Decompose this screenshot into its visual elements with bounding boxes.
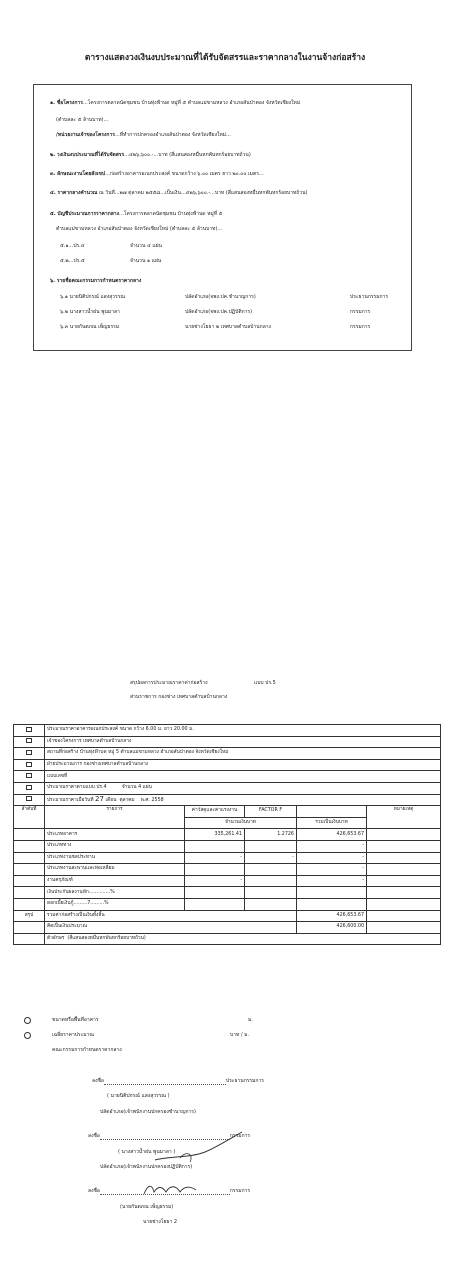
rounded-value: 426,600.00 [297,922,367,934]
estimate-department: ส่วนราชการ กองช่าง เทศบาลตำบลบ้านกลาง [130,694,228,700]
info-row [14,748,441,760]
committee-position: นายช่างโยธา ๒ เทศบาลตำบลบ้านกลาง [185,324,272,330]
info-text: เจ้าของโครงการ เทศบาลตำบลบ้านกลาง [45,736,441,748]
signature-name: ( นายนิติปกรณ์ แสงสุวรรณ ) [107,1093,170,1099]
signature-role: ประธานกรรมการ [225,1078,264,1084]
estimate-form-code: แบบ ปร.5 [254,680,276,686]
total-value: 426,653.67 [297,910,367,922]
checkbox[interactable] [26,762,32,767]
table-row: เงินประกันผลงานหัก..............% [14,887,441,899]
info-row [14,771,441,783]
signature-position: ปลัดอำเภอ(เจ้าพนักงานปกครองปฏิบัติการ) [100,1164,193,1170]
checkbox[interactable] [26,738,32,743]
average-unit: บาท / ม. [230,1032,250,1038]
item3-label: ๓. ลักษณะงานโดยสังเขป [50,171,106,177]
date-day: 27 [95,794,104,803]
column-header-row [14,806,441,818]
table-row: ประเภททาง - [14,840,441,852]
col-cost-header: ค่าวัสดุและค่าแรงงาน [185,806,245,818]
info-text: แบบเลขที่ [45,771,441,783]
item5-text: ...โครงการตลาดนัดชุมชน บ้านทุ่งฟ้าบด หมู่ที่ ๕ [119,211,223,217]
signature-name: ( นางสาวน้ำฝน พูนมาลา ) [118,1149,176,1155]
item1-text: ...โครงการตลาดนัดชุมชน บ้านทุ่งฟ้าบด หมู่ที่ ๕ ตำบลแม่ขามหลวง อำเภอสันป่าตอง จังหวัดเชียงใหม่ [82,100,301,106]
item5-text2: ตำบลแม่ขามหลวง อำเภอสันป่าตอง จังหวัดเชียงใหม่ (ตำบลละ ๕ ล้านบาท)... [56,226,223,232]
item4-label: ๔. ราคากลางคำนวณ [50,190,98,196]
info-row [14,736,441,748]
date-month: ตุลาคม [119,797,135,803]
item5-label: ๕. บัญชีประมาณการราคากลาง [50,211,120,217]
signature-name: (นายกันตภณ เพ็ญธรรม) [120,1204,174,1210]
item1-row [50,100,300,107]
area-unit: ม. [248,1017,253,1023]
words-row [14,933,441,945]
checkbox[interactable] [26,727,32,732]
item4-row [50,190,307,197]
info-text: สถานที่ก่อสร้าง บ้านทุ่งฟ้าบด หมู่ 5 ตำบลแม่ขามหลวง อำเภอสันป่าตอง จังหวัดเชียงใหม่ [45,748,441,760]
rounded-row [14,922,441,934]
col-remark-header: หมายเหตุ [367,806,441,829]
item5-1: ๕.๑...ปร.๔ [60,243,85,249]
signature-line: ลงชื่อ กรรมการ [88,1133,251,1139]
committee-heading: คณะกรรมการกำหนดราคากลาง [52,1047,122,1053]
col-total-sub: รวมเป็นเงินบาท [297,817,367,829]
item1-label: ๑. ชื่อโครงการ [50,100,83,106]
item5-1-qty: จำนวน ๔ แผ่น [130,243,162,249]
signature-position: นายช่างโยธา 2 [143,1219,178,1225]
item3-row [50,171,264,178]
committee-role: กรรมการ [350,309,371,315]
info-text: ประมาณราคาเมื่อวันที่ 27 เดือน ตุลาคม พ.ศ. 2558 [45,794,441,806]
table-row: ดอกเบี้ยเงินกู้.........7.........% [14,898,441,910]
rounded-label: คิดเป็นเงินประมาณ [45,922,297,934]
item1-unit-row [56,132,231,139]
info-row [14,725,441,737]
table-row: ประเภทงานสะพานและท่อเหลี่ยม - [14,864,441,876]
item5-2: ๕.๒...ปร.๕ [60,258,85,264]
committee-name: ๖.๓ นายกันตภณ เพ็ญธรรม [60,324,120,330]
col-factor-header: FACTOR F [245,806,297,818]
item4-text: ณ วันที่...๒๗ ตุลาคม ๒๕๕๘...เป็นเงิน...๔๒๖,๖๐๐.-...บาท (สี่แสนสองหมื่นหกพันหกร้อยบาทถ้วน) [99,190,308,196]
committee-name: ๖.๑ นายนิติปกรณ์ แสงสุวรรณ [60,294,126,300]
signature-position: ปลัดอำเภอ(เจ้าพนักงานปกครองชำนาญการ) [100,1109,196,1115]
checkbox[interactable] [26,785,32,790]
date-year: 2558 [151,797,164,803]
signature-role: กรรมการ [229,1133,251,1139]
words-text: ตัวอักษร (สี่แสนสองหมื่นหกพันหกร้อยบาทถ้วน) [45,933,441,945]
estimate-table [13,724,441,945]
committee-role: ประธานกรรมการ [350,294,389,300]
area-label: ขนาดหรือพื้นที่อาคาร [52,1017,99,1023]
checkbox[interactable] [26,796,32,801]
summary-label: สรุป [14,910,45,922]
table-row: ประเภทอาคาร 335,261.41 1.2726 426,653.67 [14,829,441,841]
info-text: ประมาณราคาอาคารอเนกประสงค์ ขนาด กว้าง 6.00 ม. ยาว 20.00 ม. [45,725,441,737]
average-radio[interactable] [24,1032,31,1039]
checkbox[interactable] [26,773,32,778]
table-row: ประเภทงานชลประทาน - - - [14,852,441,864]
info-text: ประมาณราคาตามแบบ ปร.4 จำนวน 4 แผ่น [45,782,441,794]
item2-label: ๒. วงเงินงบประมาณที่ได้รับจัดสรร [50,152,125,158]
area-radio[interactable] [24,1017,31,1024]
signature-line: ลงชื่อ กรรมการ [88,1188,251,1194]
sheets-count: จำนวน 4 แผ่น [121,785,152,791]
total-label: รวมค่าก่อสร้างเป็นเงินทั้งสิ้น [45,910,297,922]
item1-unit-text: ...ที่ทำการปกครองอำเภอสันป่าตอง จังหวัดเชียงใหม่... [114,132,231,138]
item6-label: ๖. รายชื่อคณะกรรมการกำหนดราคากลาง [50,278,142,284]
committee-name: ๖.๒ นางสาวน้ำฝน พูนมาลา [60,309,120,315]
committee-role: กรรมการ [350,324,371,330]
item1-text2: (ตำบลละ ๕ ล้านบาท)... [56,117,109,123]
info-text: ฝ่ายประมาณการ กองช่างเทศบาลตำบลบ้านกลาง [45,759,441,771]
item2-text: ...๔๒๖,๖๐๐.-...บาท (สี่แสนสองหมื่นหกพันหกร้อยบาทถ้วน) [124,152,251,158]
committee-position: ปลัดอำเภอ(จพง.ปค.ชำนาญการ) [185,294,256,300]
checkbox[interactable] [26,750,32,755]
item5-row [50,211,222,218]
table-row: งานครุภัณฑ์ - - [14,875,441,887]
signature-line: ลงชื่อ ประธานกรรมการ [92,1078,264,1084]
summary-title: ตารางแสดงวงเงินงบประมาณที่ได้รับจัดสรรและราคากลางในงานจ้างก่อสร้าง [84,53,366,63]
info-row [14,759,441,771]
col-cost-sub: จำนวนเงินบาท [185,817,297,829]
item1-unit-label: /หน่วยงานเจ้าของโครงการ [56,132,115,138]
total-row [14,910,441,922]
average-label: เฉลี่ยราคาประมาณ [52,1032,95,1038]
signature-role: กรรมการ [229,1188,251,1194]
info-row [14,782,441,794]
item3-text: ...ก่อสร้างอาคารอเนกประสงค์ ขนาดกว้าง ๖.๐๐ เมตร ยาว ๒๐.๐๐ เมตร... [105,171,264,177]
col-no-header: ลำดับที่ [14,806,45,829]
item5-2-qty: จำนวน ๑ แผ่น [130,258,162,264]
col-item-header: รายการ [45,806,185,829]
item2-row [50,152,251,159]
estimate-heading: สรุปผลการประมาณราคาค่าก่อสร้าง [130,680,208,686]
committee-position: ปลัดอำเภอ(จพง.ปค.ปฏิบัติการ) [185,309,253,315]
info-row [14,794,441,806]
